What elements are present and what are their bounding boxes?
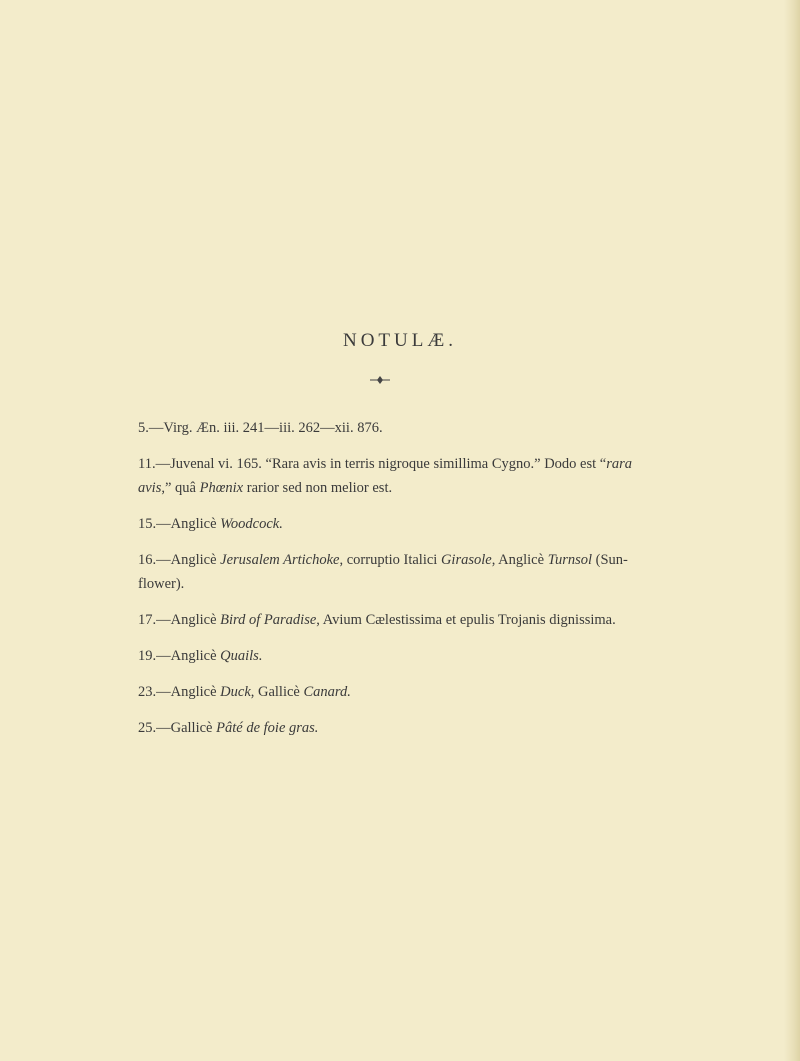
page-title: NOTULÆ. — [342, 330, 458, 351]
note-item: 23.—Anglicè Duck, Gallicè Canard. — [138, 684, 351, 700]
note-item: 5.—Virg. Æn. iii. 241—iii. 262—xii. 876. — [138, 420, 383, 436]
divider-ornament-icon — [369, 375, 391, 385]
notes-list — [138, 416, 658, 752]
note-item: 11.—Juvenal vi. 165. “Rara avis in terris nigroque simillima Cygno.” Dodo est “rara avis,” quâ Phœnix rarior sed non melior est. — [138, 456, 633, 496]
note-item: 16.—Anglicè Jerusalem Artichoke, corruptio Italici Girasole, Anglicè Turnsol (Sun-flower). — [138, 552, 628, 592]
note-item: 19.—Anglicè Quails. — [138, 648, 263, 664]
page-edge — [784, 0, 800, 1061]
note-item: 15.—Anglicè Woodcock. — [138, 516, 283, 532]
note-item: 17.—Anglicè Bird of Paradise, Avium Cælestissima et epulis Trojanis dignissima. — [138, 612, 616, 628]
note-item: 25.—Gallicè Pâté de foie gras. — [138, 720, 319, 736]
